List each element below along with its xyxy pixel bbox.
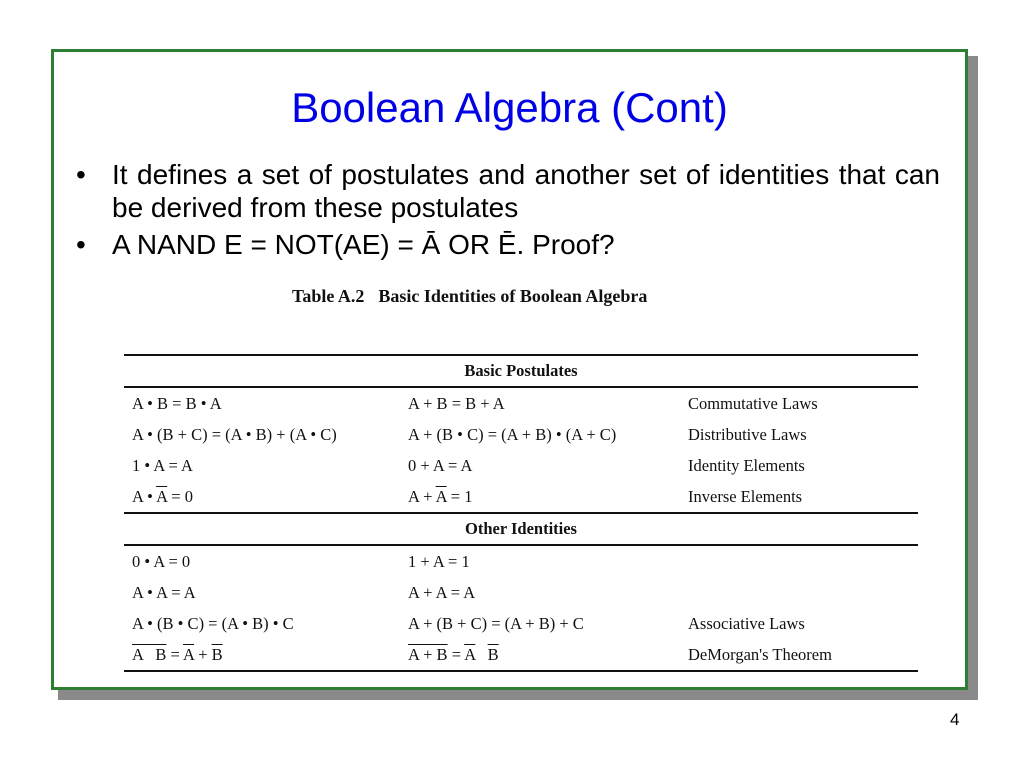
table-row — [124, 387, 918, 419]
identity-right: 0 + A = A — [408, 455, 473, 475]
bullet-item — [74, 158, 940, 224]
identity-left: 1 • A = A — [132, 455, 193, 475]
complement-term: A B — [132, 644, 167, 664]
expr-part: A + — [408, 486, 436, 506]
complement-term: $\overline{B}$ — [487, 644, 499, 664]
expr-part: = — [166, 644, 184, 664]
law-name: Distributive Laws — [688, 424, 807, 444]
bullet-dot: • — [76, 229, 86, 260]
table-row — [124, 577, 918, 608]
table-caption — [292, 286, 647, 307]
bullet-list — [74, 158, 940, 265]
identity-right — [400, 639, 680, 671]
complement-term: $\overline{A}$ — [464, 644, 476, 664]
table-number: Table A.2 — [292, 286, 365, 306]
identity-left: A • (B + C) = (A • B) + (A • C) — [132, 424, 337, 444]
expr-part — [475, 645, 487, 664]
section-heading: Basic Postulates — [124, 355, 918, 387]
identities-table — [124, 354, 918, 672]
identity-right: A + B = B + A — [408, 393, 505, 413]
law-name: Commutative Laws — [688, 393, 818, 413]
complement-term: $\overline{A}$ — [435, 486, 447, 506]
identity-right: A + A = A — [408, 582, 476, 602]
slide-title: Boolean Algebra (Cont) — [291, 84, 728, 131]
law-name: Inverse Elements — [688, 486, 803, 506]
section-header — [124, 355, 918, 387]
table-row — [124, 639, 918, 671]
table-title: Basic Identities of Boolean Algebra — [378, 286, 648, 306]
table-row — [124, 545, 918, 577]
bullet-item — [74, 228, 940, 261]
table-row — [124, 608, 918, 639]
identity-right — [400, 481, 680, 513]
complement-term: A + B — [408, 644, 448, 664]
expr-part: + — [194, 644, 212, 664]
identity-left — [124, 639, 400, 671]
identity-left: A • A = A — [132, 582, 196, 602]
law-name: DeMorgan's Theorem — [688, 644, 832, 664]
table-row — [124, 450, 918, 481]
identity-left — [124, 481, 400, 513]
identity-right: A + (B • C) = (A + B) • (A + C) — [408, 424, 617, 444]
section-header — [124, 513, 918, 545]
law-name — [680, 545, 918, 577]
law-name: Identity Elements — [688, 455, 805, 475]
expr-part: A • — [132, 486, 157, 506]
identity-right: 1 + A = 1 — [408, 551, 470, 571]
bullet-dot: • — [76, 159, 86, 190]
expr-part: = 1 — [446, 486, 473, 506]
page-number: 4 — [950, 710, 960, 729]
identity-left: A • (B • C) = (A • B) • C — [132, 613, 294, 633]
section-heading: Other Identities — [124, 513, 918, 545]
complement-term: $\overline{A}$ — [183, 644, 195, 664]
slide-frame — [51, 49, 968, 690]
table-row — [124, 419, 918, 450]
identity-right: A + (B + C) = (A + B) + C — [408, 613, 584, 633]
bullet-text: A NAND E = NOT(AE) = Ā OR Ē. Proof? — [112, 229, 615, 260]
law-name — [680, 577, 918, 608]
law-name: Associative Laws — [688, 613, 805, 633]
table-row — [124, 481, 918, 513]
complement-term: $\overline{B}$ — [211, 644, 223, 664]
identity-left: A • B = B • A — [132, 393, 222, 413]
complement-term: $\overline{A}$ — [156, 486, 168, 506]
expr-part: = — [447, 644, 465, 664]
expr-part: = 0 — [167, 486, 193, 506]
identity-left: 0 • A = 0 — [132, 551, 191, 571]
bullet-text: It defines a set of postulates and another set of identities that can be derived from these postulates — [112, 159, 940, 223]
